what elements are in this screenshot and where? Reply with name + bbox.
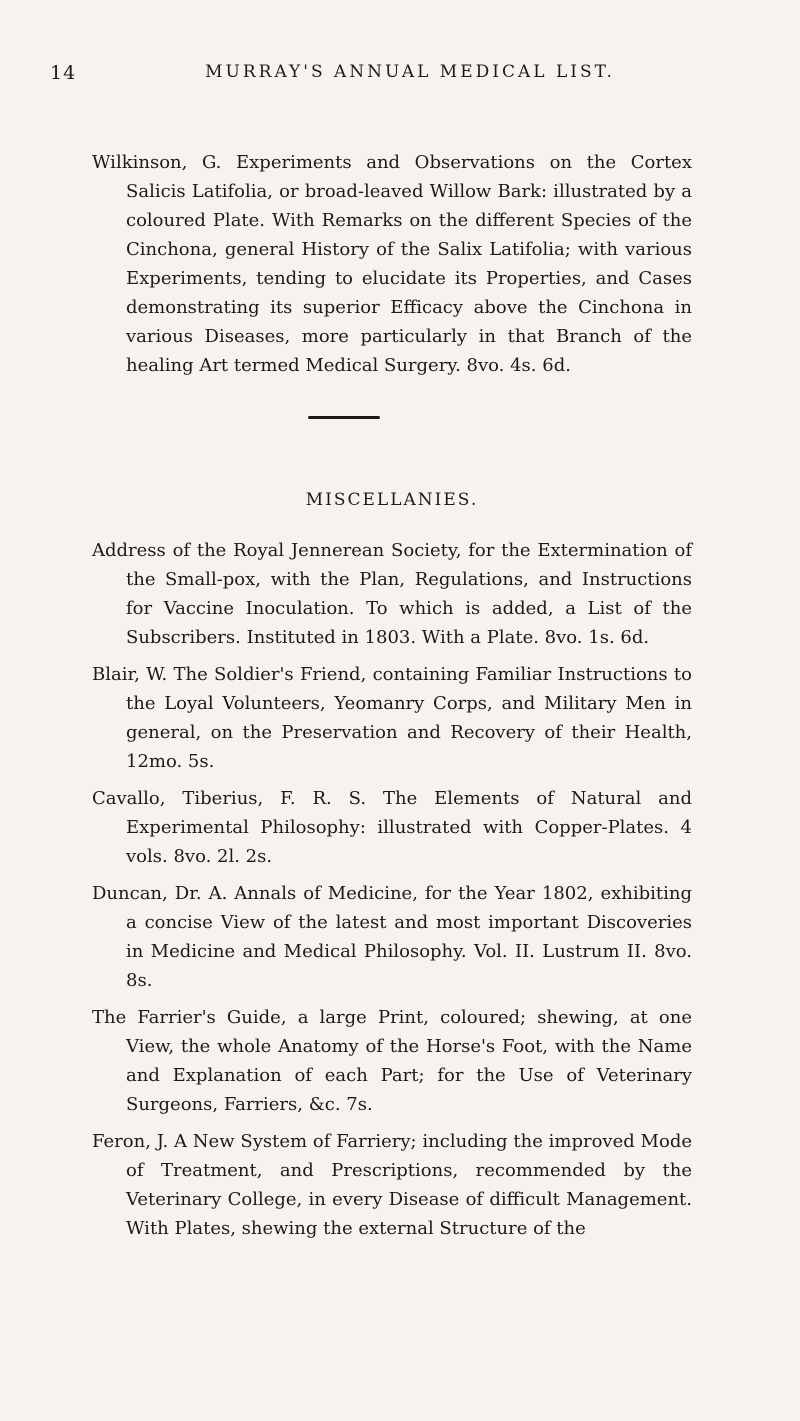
bibliography-entry-farriers-guide: The Farrier's Guide, a large Print, coloured; shewing, at one View, the whole Anatomy of the Horse's Foot, with the Name and Explanation of each Part; for the Use of Veterinary Surgeons, Farriers, &c. 7s. [92, 1007, 692, 1115]
page-content [92, 148, 692, 1251]
bibliography-entry-duncan: Duncan, Dr. A. Annals of Medicine, for the Year 1802, exhibiting a concise View of the latest and most important Discoveries in Medicine and Medical Philosophy. Vol. II. Lustrum II. 8vo. 8s. [92, 883, 692, 991]
page-header [50, 62, 770, 102]
divider-rule [308, 416, 380, 419]
running-head: MURRAY'S ANNUAL MEDICAL LIST. [205, 62, 615, 82]
bibliography-entry-feron: Feron, J. A New System of Farriery; including the improved Mode of Treatment, and Prescriptions, recommended by the Veterinary College, in every Disease of difficult Management. With Plates, shewing the external Structure of the [92, 1131, 692, 1239]
section-heading-miscellanies: MISCELLANIES. [305, 490, 479, 510]
section-divider [92, 388, 692, 446]
bibliography-entry-jennerean-society: Address of the Royal Jennerean Society, for the Extermination of the Small-pox, with the Plan, Regulations, and Instructions for Vaccine Inoculation. To which is added, a List of the Subscribers. Instituted in 1803. With a Plate. 8vo. 1s. 6d. [92, 540, 692, 648]
bibliography-entry-blair: Blair, W. The Soldier's Friend, containing Familiar Instructions to the Loyal Volunteers, Yeomanry Corps, and Military Men in general, on the Preservation and Recovery of their Health, 12mo. 5s. [92, 664, 692, 772]
page-number: 14 [50, 62, 77, 84]
bibliography-entry-cavallo: Cavallo, Tiberius, F. R. S. The Elements of Natural and Experimental Philosophy: illustrated with Copper-Plates. 4 vols. 8vo. 2l. 2s. [92, 788, 692, 867]
bibliography-entry-wilkinson: Wilkinson, G. Experiments and Observations on the Cortex Salicis Latifolia, or broad-leaved Willow Bark: illustrated by a coloured Plate. With Remarks on the different Species of the Cinchona, general History of the Salix Latifolia; with various Experiments, tending to elucidate its Properties, and Cases demonstrating its superior Efficacy above the Cinchona in various Diseases, more particularly in that Branch of the healing Art termed Medical Surgery. 8vo. 4s. 6d. [92, 152, 692, 376]
